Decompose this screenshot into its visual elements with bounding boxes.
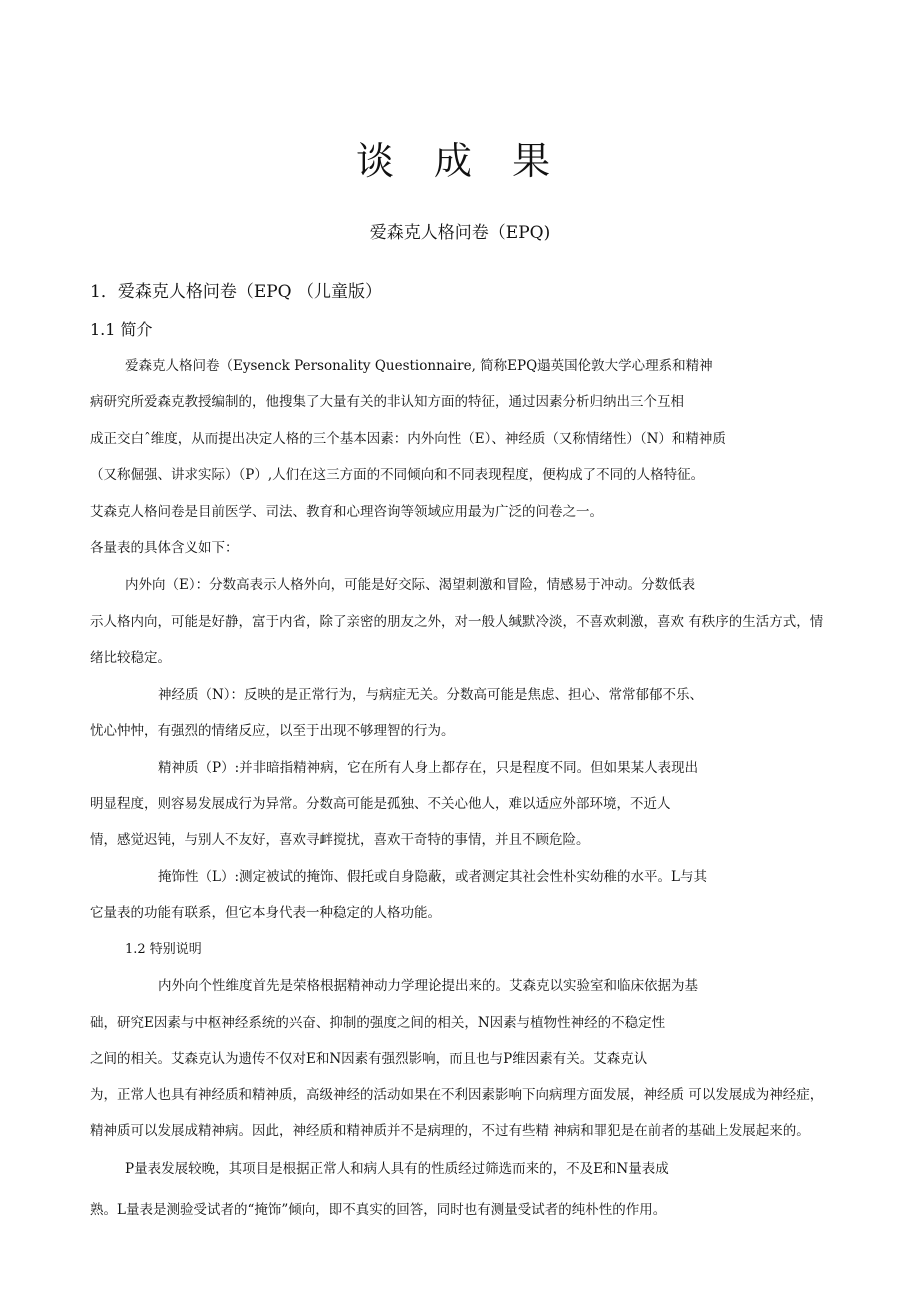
paragraph-line: 病研究所爱森克教授编制的，他搜集了大量有关的非认知方面的特征，通过因素分析归纳出三个互相 xyxy=(90,394,684,410)
paragraph-line-n-scale: 忧心忡忡，有强烈的情绪反应，以至于出现不够理智的行为。 xyxy=(90,723,455,739)
paragraph-line-p-scale-note: P量表发展较晚，其项目是根据正常人和病人具有的性质经过筛选而来的，不及E和N量表成 xyxy=(125,1161,669,1177)
paragraph-line-l-scale: 掩饰性（L）:测定被试的掩饰、假托或自身隐蔽，或者测定其社会性朴实幼稚的水平。L与其 xyxy=(158,869,707,885)
paragraph-line-special: 精神质可以发展成精神病。因此，神经质和精神质并不是病理的，不过有些精 神病和罪犯是在前者的基础上发展起来的。 xyxy=(90,1123,810,1139)
paragraph-line-e-scale: 示人格内向，可能是好静，富于内省，除了亲密的朋友之外，对一般人缄默冷淡，不喜欢刺激，喜欢 有秩序的生活方式，情 xyxy=(90,614,824,630)
paragraph-line-e-scale: 内外向（E）：分数高表示人格外向，可能是好交际、渴望刺激和冒险，情感易于冲动。分数低表 xyxy=(125,577,696,593)
paragraph-line-special: 内外向个性维度首先是荣格根据精神动力学理论提出来的。艾森克以实验室和临床依据为基 xyxy=(158,978,698,994)
paragraph-line-p-scale: 精神质（P）:并非暗指精神病，它在所有人身上都存在，只是程度不同。但如果某人表现出 xyxy=(158,760,699,776)
document-title: 谈 成 果 xyxy=(355,139,565,183)
paragraph-line: 艾森克人格问卷是目前医学、司法、教育和心理咨询等领域应用最为广泛的问卷之一。 xyxy=(90,504,603,520)
paragraph-line-special: 础，研究E因素与中枢神经系统的兴奋、抑制的强度之间的相关，N因素与植物性神经的不稳定性 xyxy=(90,1015,666,1031)
paragraph-line-l-scale: 它量表的功能有联系，但它本身代表一种稳定的人格功能。 xyxy=(90,905,441,921)
paragraph-line: 各量表的具体含义如下： xyxy=(90,540,239,556)
paragraph-line-special: 之间的相关。艾森克认为遗传不仅对E和N因素有强烈影响，而且也与P维因素有关。艾森克认 xyxy=(90,1051,648,1067)
document-subtitle: 爱森克人格问卷（EPQ) xyxy=(369,223,551,243)
section-heading-epq-child: 1．爱森克人格问卷（EPQ （儿童版） xyxy=(90,282,383,302)
paragraph-line-p-scale-note: 熟。L量表是测验受试者的“掩饰”倾向，即不真实的回答，同时也有测量受试者的纯朴性的作用。 xyxy=(90,1202,667,1218)
paragraph-line: 成正交白ˆ维度，从而提出决定人格的三个基本因素：内外向性（E）、神经质（又称情绪性）（N）和精神质 xyxy=(90,431,726,447)
paragraph-line: 爱森克人格问卷（Eysenck Personality Questionnaire, 简称EPQ遢英国伦敦大学心理系和精神 xyxy=(125,358,713,374)
paragraph-line-n-scale: 神经质（N）：反映的是正常行为，与病症无关。分数高可能是焦虑、担心、常常郁郁不乐、 xyxy=(158,687,704,703)
paragraph-line: （又称倔强、讲求实际）（P）,人们在这三方面的不同倾向和不同表现程度，便构成了不同的人格特征。 xyxy=(90,467,705,483)
paragraph-line-p-scale: 明显程度，则容易发展成行为异常。分数高可能是孤独、不关心他人，难以适应外部环境，不近人 xyxy=(90,796,671,812)
subsection-heading-special-notes: 1.2 特别说明 xyxy=(125,942,202,957)
subsection-heading-intro: 1.1 简介 xyxy=(90,320,153,339)
paragraph-line-e-scale: 绪比较稳定。 xyxy=(90,650,171,666)
paragraph-line-p-scale: 情，感觉迟钝，与别人不友好，喜欢寻衅搅扰，喜欢干奇特的事情，并且不顾危险。 xyxy=(90,832,590,848)
paragraph-line-special: 为，正常人也具有神经质和精神质，高级神经的活动如果在不利因素影响下向病理方面发展，神经质 可以发展成为神经症， xyxy=(90,1087,824,1103)
